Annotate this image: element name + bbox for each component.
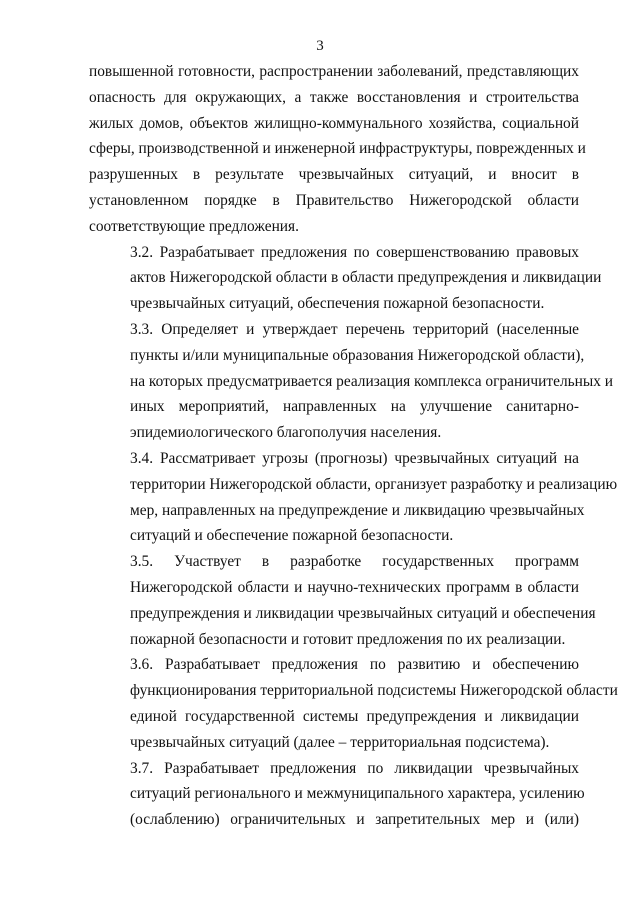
text-line: эпидемиологического благополучия населения. (130, 424, 442, 442)
text-line: (ослаблению) ограничительных и запретительных мер и (или) (130, 811, 579, 829)
text-line: 3.6. Разрабатывает предложения по развитию и обеспечению (130, 656, 579, 674)
text-line: мер, направленных на предупреждение и ликвидацию чрезвычайных (130, 501, 585, 519)
paragraph (89, 446, 618, 549)
text-line: 3.4. Рассматривает угрозы (прогнозы) чрезвычайных ситуаций на (130, 449, 579, 467)
page-number: 3 (316, 38, 324, 54)
text-line: 3.7. Разрабатывает предложения по ликвидации чрезвычайных (130, 759, 579, 777)
text-line: соответствующие предложения. (89, 217, 299, 235)
text-line: пожарной безопасности и готовит предложения по их реализации. (130, 630, 566, 648)
text-line: установленном порядке в Правительство Нижегородской области (89, 191, 579, 209)
text-line: Нижегородской области и научно-технических программ в области (130, 578, 579, 596)
document-body (89, 59, 618, 833)
text-line: иных мероприятий, направленных на улучшение санитарно- (130, 398, 579, 416)
text-line: единой государственной системы предупреждения и ликвидации (130, 707, 579, 725)
text-line: актов Нижегородской области в области предупреждения и ликвидации (130, 269, 602, 287)
text-line: сферы, производственной и инженерной инфраструктуры, поврежденных и (89, 140, 586, 158)
text-line: повышенной готовности, распространении заболеваний, представляющих (89, 63, 579, 80)
text-line: предупреждения и ликвидации чрезвычайных ситуаций и обеспечения (130, 604, 596, 622)
text-line: чрезвычайных ситуаций, обеспечения пожарной безопасности. (130, 295, 545, 313)
text-line: на которых предусматривается реализация комплекса ограничительных и (130, 372, 614, 390)
paragraph (89, 756, 585, 833)
text-line: ситуаций и обеспечение пожарной безопасности. (130, 527, 454, 545)
text-line: разрушенных в результате чрезвычайных ситуаций, и вносит в (89, 166, 579, 184)
text-line: чрезвычайных ситуаций (далее – территориальная подсистема). (130, 733, 550, 751)
text-line: территории Нижегородской области, организует разработку и реализацию (130, 475, 618, 493)
text-line: пункты и/или муниципальные образования Нижегородской области), (130, 346, 585, 364)
paragraph (89, 317, 614, 446)
text-line: функционирования территориальной подсистемы Нижегородской области (130, 682, 618, 700)
text-line: 3.2. Разрабатывает предложения по совершенствованию правовых (130, 243, 579, 261)
text-line: жилых домов, объектов жилищно-коммунального хозяйства, социальной (89, 114, 579, 132)
paragraph (89, 549, 596, 652)
text-line: ситуаций регионального и межмуниципального характера, усилению (130, 785, 585, 803)
text-line: 3.3. Определяет и утверждает перечень территорий (населенные (130, 320, 579, 338)
paragraph (89, 652, 618, 755)
text-line: 3.5. Участвует в разработке государственных программ (130, 553, 579, 571)
text-line: опасность для окружающих, а также восстановления и строительства (89, 88, 579, 106)
paragraph (89, 59, 586, 240)
paragraph (89, 240, 602, 317)
